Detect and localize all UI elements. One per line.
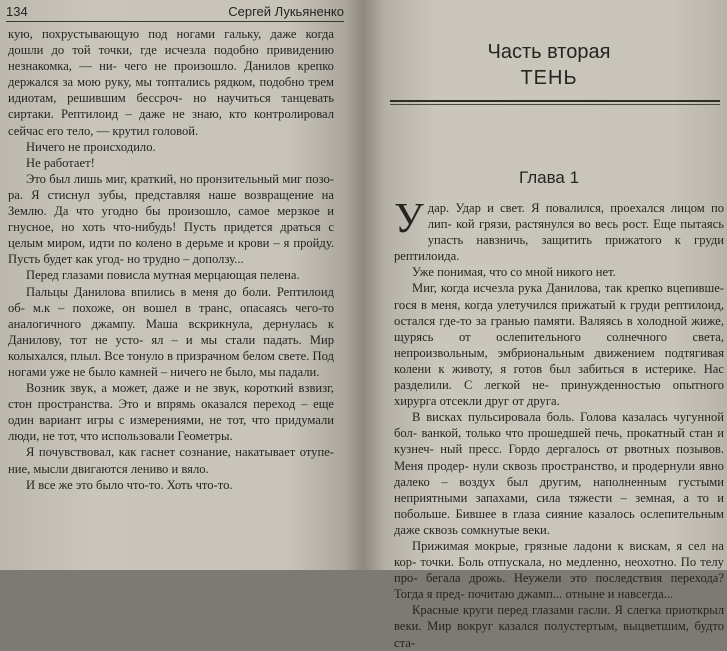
right-page	[364, 0, 727, 650]
left-page	[0, 0, 364, 570]
text-line: но трудно – доползу...	[127, 252, 244, 267]
text-line: И все же это было что-то. Хоть что-то.	[26, 477, 233, 492]
text-line: чего не произошло. Данилов крепко держался за мою руку, мы	[8, 59, 334, 90]
running-header	[6, 4, 344, 22]
paragraph	[394, 602, 724, 650]
paragraph	[8, 267, 334, 283]
text-line: В висках пульсировала боль. Голова казалась чугунной бол-	[394, 410, 724, 441]
text-line: остался где-то за гранью памяти. Валяясь в холодной жиже,	[394, 313, 724, 328]
text-line: Да что угодно бы произошло, самое мерзкое и гнусное, но	[8, 204, 334, 235]
paragraph	[8, 444, 334, 476]
paragraph	[394, 538, 724, 602]
text-line: Я почувствовал, как гаснет сознание, накатывает отупе-	[26, 445, 334, 460]
paragraph	[8, 380, 334, 444]
text-line: Не работает!	[26, 155, 95, 170]
text-line: ра. Я стиснул зубы, представляя наше возвращение на Землю.	[8, 187, 334, 219]
text-line: ял – и мы стали падать. Мир колыхался, плыл. Все тонуло	[8, 332, 334, 363]
text-line: Прижимая мокрые, грязные ладони к вискам, я сел на кор-	[394, 538, 724, 570]
text-line: но научиться танцевать сиртаки. Рептилоид – даже не знаю, кто	[8, 91, 334, 122]
text-line: Уже понимая, что со мной никого нет.	[412, 265, 616, 280]
text-line: дар. Удар и свет. Я повалился, проехался лицом по лип-	[427, 201, 724, 232]
text-line: Ничего не происходило.	[26, 139, 156, 154]
text-line: точки. Боль отпускала, но медленно, неохотно. По телу про-	[394, 555, 724, 586]
running-header-author: Сергей Лукьяненко	[228, 4, 344, 19]
text-line: был другим, наполненным густыми неприятными запахами,	[394, 474, 724, 505]
text-line: бегала дрожь. Неужели это последствия перехода? Тогда я пред-	[394, 571, 724, 602]
paragraph	[394, 264, 724, 280]
text-line: ничего не было, мы падали.	[170, 364, 320, 379]
text-line: нули сквозь пространство, и продернули явно далеко – воздух	[394, 458, 724, 489]
text-line: Это был лишь миг, краткий, но пронзительный миг позо-	[26, 171, 334, 186]
part-name: ТЕНЬ	[520, 67, 578, 89]
paragraph	[394, 196, 724, 264]
text-line: хоть что-нибудь! Пусть придется драться с целым миром, идти	[8, 220, 335, 251]
text-line: кую, похрустывающую под ногами гальку, даже когда дошли до	[8, 27, 334, 58]
text-line: по колено в дерьме и крови – я пройду. Пусть будет как угод-	[8, 236, 335, 267]
part-title: Часть вторая	[487, 41, 611, 63]
text-line: Красные круги перед глазами гасли. Я слегка приоткрыл	[412, 603, 724, 618]
title-rule	[390, 100, 720, 102]
text-line: гося в меня, когда улетучился прижатый к груди рептилоид,	[394, 297, 724, 312]
text-line: готов был забиться в истерике. Нас разделили. С легкой не-	[394, 361, 724, 393]
text-line: стон пространства. Это и впрямь оказался переход – еще один	[8, 397, 334, 428]
paragraph	[8, 171, 334, 268]
text-line: щурясь от ослепительного солнечного света, непроизвольным,	[394, 329, 724, 360]
drop-cap: У	[394, 196, 424, 242]
left-page-text	[8, 26, 334, 493]
text-line: той точки, где исчезла подобно привидению незнакомка, — ни-	[8, 43, 335, 74]
text-line: Миг, когда исчезла рука Данилова, так крепко вцепивше-	[412, 281, 724, 296]
text-line: ный пресс. Гордо дергалось от рвотных позывов. Меня продер-	[394, 442, 724, 473]
text-line: веки. Мир вокруг казался полустертым, выцветшим, будто ста-	[394, 619, 724, 650]
text-line: Перед глазами повисла мутная мерцающая пелена.	[26, 268, 300, 283]
paragraph	[8, 155, 334, 171]
chapter-title: Глава 1	[518, 168, 580, 187]
text-line: в призрачном белом свете. Под ногами уже не было камней –	[8, 348, 334, 379]
text-line: ние, мысли двигаются лениво и вяло.	[8, 461, 209, 476]
text-line: вариант игры с измерениями, не тот, что придумали люди, не	[8, 413, 334, 444]
text-line: почитаю джамп... отныне и навсегда...	[467, 587, 674, 602]
right-page-text	[394, 196, 725, 651]
text-line: м.к – похоже, он вошел в транс, опасаясь чего-то аналогичного	[8, 300, 334, 331]
text-line: Пальцы Данилова впились в меня до боли. Рептилоид об-	[8, 284, 334, 315]
text-line: контролировал сейчас его тело, — крутил головой.	[8, 107, 334, 138]
text-line: сила тяжести – земная, а то и побольше. Бившее в глаза сияние	[394, 490, 724, 521]
text-line: ванкой, только что прошедшей печь, прокатный стан и кузнеч-	[394, 426, 725, 457]
paragraph	[8, 26, 334, 139]
page-number: 134	[6, 4, 28, 19]
text-line: Возник звук, а может, даже и не звук, короткий взвизг,	[26, 381, 334, 396]
paragraph	[8, 139, 334, 155]
paragraph	[394, 280, 724, 409]
text-line: кой грязи, растянулся во весь рост. Еще пытаясь упасть	[427, 217, 724, 248]
text-line: навзничь, защитить прижатого к груди рептилоида.	[394, 233, 724, 264]
text-line: эмбриональным движением подтягивая колени к животу, я	[394, 345, 724, 376]
text-line: принужденностью опытного хирурга отсекли друг от друга.	[394, 378, 724, 409]
paragraph	[8, 284, 334, 381]
text-line: джампу. Маша вскрикнула, дернулась к Данилову, тот не усто-	[8, 316, 334, 347]
text-line: казалось ослепительным даже сквозь сомкнутые веки.	[394, 506, 724, 537]
paragraph	[394, 409, 724, 538]
title-rule-thin	[390, 104, 720, 105]
text-line: топтались рядком, подобно трем идиотам, решившим бессроч-	[8, 75, 334, 106]
paragraph	[8, 477, 334, 493]
text-line: тот, что использовали Геометры.	[57, 429, 233, 444]
